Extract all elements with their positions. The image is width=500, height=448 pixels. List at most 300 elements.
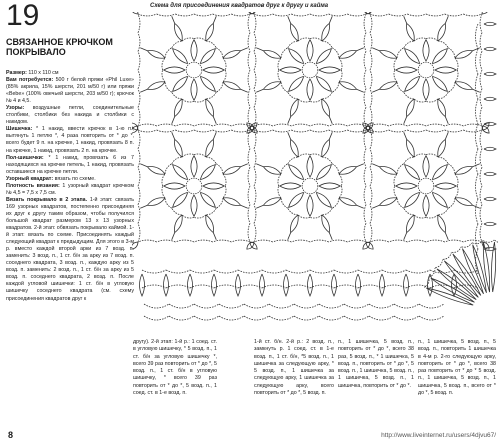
text-column-2-body: 1-й ст. б/н. 2-й р.: 2 возд. п., замкнуть р. 1 соед. ст. в 1-е возд. п., 1 ст. б/н, *5 возд. п., 1 шишечка за следующую арку, * 5 возд. п., 1 шишечка за следующую арку, 1 шишечка за следующую арку, всего повторить от * до *, 5 возд. п.: [254, 339, 334, 397]
petal: [432, 76, 447, 91]
chain-arc: [190, 270, 214, 273]
chain-arc: [463, 130, 482, 132]
petal: [174, 139, 182, 157]
spoke: [288, 132, 291, 139]
petal: [428, 274, 433, 296]
chain-arc: [291, 14, 310, 16]
chain-arc: [364, 89, 366, 108]
chain-arc: [476, 224, 479, 249]
spoke: [213, 132, 216, 139]
petal: [191, 195, 197, 216]
density-value: 1 узорный квадрат крючком № 4,5 = 7,5 х 7,5 см.: [6, 182, 134, 196]
chain-arc: [419, 316, 444, 320]
petal: [132, 242, 138, 249]
patterns-label: Узоры:: [6, 105, 25, 112]
chain-arc: [455, 186, 458, 198]
chain-arc: [369, 316, 394, 320]
petal: [379, 166, 397, 174]
chain-arc: [334, 285, 358, 288]
spoke: [172, 132, 175, 139]
chain-arc: [206, 208, 216, 215]
chain-arc: [138, 51, 140, 70]
chain-arc: [480, 70, 482, 89]
chain-arc: [138, 223, 140, 242]
petal: [164, 67, 185, 73]
spoke: [329, 117, 332, 124]
chain-arc: [334, 270, 358, 273]
chain-arc: [262, 285, 286, 288]
spoke: [140, 89, 147, 92]
chain-arc: [213, 124, 232, 126]
petal: [188, 274, 193, 296]
chain-arc: [162, 58, 165, 70]
materials-label: Вам потребуется:: [6, 77, 54, 84]
petal: [484, 172, 496, 176]
chain-arc: [414, 154, 426, 157]
half-shell-value: * 1 накид, провязать 6 из 7 находящихся на крючке петель, 1 накид, провязать оставшиеся на крючке петли.: [6, 154, 134, 175]
petal: [307, 195, 313, 216]
chain-arc: [291, 240, 310, 242]
chain-arc: [476, 199, 479, 224]
spoke: [329, 132, 332, 139]
spoke: [172, 233, 175, 240]
petal: [173, 49, 188, 64]
petal: [379, 82, 397, 90]
chain-arc: [435, 260, 442, 268]
density-label: Плотность вязания:: [6, 182, 60, 189]
petal: [406, 23, 414, 41]
spoke: [241, 205, 248, 208]
chain-arc: [278, 174, 281, 186]
chain-arc: [248, 33, 250, 52]
spoke: [213, 233, 216, 240]
chain-arc: [310, 99, 322, 102]
petal: [206, 215, 214, 233]
petal: [379, 50, 397, 58]
petal: [484, 22, 496, 26]
petal: [173, 192, 188, 207]
text-column-4-body: п., 1 шишечка, 5 возд. п., 5 возд. п., повторить 1 шишечка в 4-м р. 2-го следующую арку, повторить от * до *, всего 38 раз повторить от * до * 5 возд. п., 1 шишечка, 5 возд. п., 1 шишечка, 5 возд. п., всего от * до *, 5 возд. п.: [418, 339, 496, 397]
petal: [236, 274, 241, 296]
petal: [484, 97, 496, 101]
chain-arc: [298, 154, 310, 157]
chain-arc: [244, 304, 269, 308]
chain-arc: [322, 157, 332, 164]
chain-arc: [248, 149, 250, 168]
petal: [280, 67, 301, 73]
petal: [455, 82, 473, 90]
chain-arc: [445, 240, 464, 242]
petal: [147, 50, 165, 58]
chain-arc: [269, 304, 294, 308]
chain-arc: [319, 316, 344, 320]
chain-arc: [254, 14, 256, 33]
chain-arc: [248, 14, 250, 33]
chain-arc: [194, 38, 206, 41]
chain-arc: [281, 198, 288, 208]
petal: [438, 139, 446, 157]
petal: [263, 50, 281, 58]
chain-arc: [194, 99, 206, 102]
chain-arc: [332, 164, 339, 174]
chain-arc: [370, 14, 389, 16]
chain-arc: [344, 304, 369, 308]
chain-arc: [165, 48, 172, 58]
chain-arc: [219, 304, 244, 308]
materials-value: 500 г белой пряжи «Phil Luxe» (85% акрила, 15% шерсти, 201 м/50 г) или пряжи «Bebe» (100% овечьей шерсти, 203 м/50 г); крючок № 4 и 4,5.: [6, 77, 134, 105]
chain-arc: [389, 130, 408, 132]
petal: [263, 198, 281, 206]
center-ring: [186, 62, 202, 78]
petal: [484, 222, 496, 226]
chain-arc: [364, 14, 366, 33]
chain-arc: [397, 82, 404, 92]
chain-arc: [347, 240, 366, 242]
spoke: [329, 16, 332, 23]
chain-arc: [426, 130, 445, 132]
chain-arc: [165, 82, 172, 92]
chain-arc: [223, 58, 226, 70]
petal: [484, 72, 496, 76]
instructions-text: [6, 70, 134, 400]
petal: [316, 76, 331, 91]
chain-arc: [175, 130, 194, 132]
petal: [290, 139, 298, 157]
petal: [435, 67, 456, 73]
chain-arc: [332, 48, 339, 58]
chain-arc: [364, 186, 366, 205]
petal: [203, 67, 224, 73]
chain-arc: [281, 82, 288, 92]
petal: [200, 192, 215, 207]
chain-arc: [322, 208, 332, 215]
petal: [462, 249, 483, 294]
petal: [322, 139, 330, 157]
chain-arc: [219, 316, 244, 320]
chain-arc: [429, 268, 435, 277]
petal: [491, 242, 495, 292]
chain-arc: [389, 240, 408, 242]
execution-value: 1-й этап: связать 169 узорных квадратов, постепенно присоединяя их друг к другу таким образом, чтобы получился большой квадрат размером 13 х 13 узорных квадратов. 2-й этап: обвязать покрывало каймой. 1-й этап: вязать по схеме. Присоединять каждый следующий квадрат к предыдущим. Для этого в 3-м р. вместо каждой второй арки из 7 возд. п. заменить: 3 возд. п., 1 ст. б/н за арку из 7 возд. п. соседнего квадрата, 3 возд. п., каждую арку из 5 возд. п. заменить: 2 возд. п., 1 ст. б/н за арку из 5 возд. п. соседнего квадрата, 2 возд. п. После каждой угловой шишечки: 1 ст. б/н в угловую шишечку соседнего квадрата (см. схему присоединения квадратов друг к: [6, 196, 134, 302]
chain-arc: [358, 270, 382, 273]
chain-arc: [370, 167, 372, 186]
chain-arc: [472, 241, 483, 244]
spoke: [140, 48, 147, 51]
chain-arc: [182, 215, 194, 218]
square-value: вязать по схеме.: [53, 175, 96, 182]
petal: [432, 165, 447, 180]
chain-arc: [310, 240, 329, 242]
text-column-1: [133, 339, 217, 427]
chain-arc: [138, 107, 140, 126]
chain-arc: [370, 149, 372, 168]
chain-arc: [344, 316, 369, 320]
chain-arc: [370, 240, 389, 242]
petal: [405, 76, 420, 91]
chain-arc: [406, 270, 430, 273]
chain-arc: [138, 33, 140, 52]
chain-arc: [394, 186, 397, 198]
shell-label: Шишечка:: [6, 126, 33, 133]
size-label: Размер:: [6, 70, 27, 76]
chain-arc: [448, 48, 455, 58]
spoke: [213, 16, 216, 23]
pattern-title: СВЯЗАННОЕ КРЮЧКОМ ПОКРЫВАЛО: [6, 37, 113, 57]
chain-arc: [448, 82, 455, 92]
chain-arc: [369, 304, 394, 308]
center-ring: [302, 62, 318, 78]
spoke: [372, 205, 379, 208]
chain-arc: [476, 24, 479, 49]
petal: [438, 99, 446, 117]
chain-arc: [248, 205, 250, 224]
chain-arc: [332, 198, 339, 208]
chain-arc: [194, 14, 213, 16]
chain-arc: [291, 124, 310, 126]
chain-arc: [172, 41, 182, 48]
chain-arc: [281, 48, 288, 58]
chain-arc: [144, 304, 169, 308]
petal: [308, 274, 313, 296]
chain-arc: [172, 92, 182, 99]
chain-arc: [370, 89, 372, 108]
petal: [164, 274, 169, 296]
chain-arc: [443, 253, 451, 260]
chain-arc: [480, 223, 482, 242]
petal: [164, 183, 185, 189]
petal: [212, 274, 217, 296]
petal: [432, 49, 447, 64]
chain-arc: [175, 14, 194, 16]
chain-arc: [254, 33, 256, 52]
chain-arc: [298, 215, 310, 218]
chain-arc: [216, 48, 223, 58]
chain-arc: [144, 316, 169, 320]
chain-arc: [138, 14, 157, 16]
petal: [290, 99, 298, 117]
petal: [206, 99, 214, 117]
text-column-3-body: п., 1 шишечка, 5 возд. п., повторить от * до *, всего 38 раз, 5 возд. п., * 1 шишечка, 5 возд. п., повторить от * до *, 5 возд. п., 1 шишечка, 5 возд. п., 1 шишечка, 5 возд. п., 1 шишечка, повторить от * до *.: [338, 339, 414, 389]
chain-arc: [394, 174, 397, 186]
spoke: [256, 205, 263, 208]
chain-arc: [339, 174, 342, 186]
chain-arc: [254, 167, 256, 186]
chain-arc: [463, 240, 482, 242]
chain-arc: [463, 14, 482, 16]
chain-arc: [273, 124, 292, 126]
chain-arc: [278, 70, 281, 82]
chain-arc: [310, 154, 322, 157]
chain-arc: [182, 38, 194, 41]
crochet-chart-diagram: [132, 12, 498, 342]
petal: [404, 274, 409, 296]
chain-arc: [438, 157, 448, 164]
chain-arc: [138, 14, 140, 33]
center-ring: [302, 178, 318, 194]
chain-arc: [231, 14, 250, 16]
chain-arc: [223, 174, 226, 186]
chain-arc: [244, 316, 269, 320]
chain-arc: [214, 270, 238, 273]
petal: [405, 49, 420, 64]
chain-arc: [310, 124, 329, 126]
chain-arc: [291, 130, 310, 132]
petal: [432, 192, 447, 207]
chain-arc: [480, 149, 482, 168]
chain-arc: [248, 167, 250, 186]
chain-arc: [370, 14, 372, 33]
chain-arc: [216, 82, 223, 92]
petal: [316, 49, 331, 64]
chain-arc: [172, 157, 182, 164]
petal: [206, 23, 214, 41]
petal: [484, 147, 496, 151]
chain-arc: [394, 316, 419, 320]
chain-arc: [298, 38, 310, 41]
petal: [191, 40, 197, 61]
petal: [203, 183, 224, 189]
petal: [206, 139, 214, 157]
chain-arc: [452, 247, 461, 252]
chain-arc: [394, 58, 397, 70]
chain-arc: [206, 157, 216, 164]
chain-arc: [438, 208, 448, 215]
chain-arc: [231, 240, 250, 242]
chain-arc: [404, 208, 414, 215]
square-label: Узорный квадрат:: [6, 175, 54, 182]
chain-arc: [389, 124, 408, 126]
spoke: [404, 16, 407, 23]
half-shell-label: Пол-шишечки:: [6, 154, 44, 161]
chain-arc: [138, 70, 140, 89]
chain-arc: [286, 285, 310, 288]
chain-arc: [165, 164, 172, 174]
chain-arc: [294, 304, 319, 308]
chain-arc: [329, 124, 348, 126]
spoke: [172, 117, 175, 124]
chain-arc: [426, 38, 438, 41]
petal: [307, 79, 313, 100]
chain-arc: [182, 99, 194, 102]
petal: [284, 274, 289, 296]
petal: [431, 278, 475, 302]
chain-arc: [138, 130, 140, 149]
chain-arc: [254, 186, 256, 205]
petal: [438, 23, 446, 41]
petal: [289, 49, 304, 64]
chain-arc: [407, 240, 426, 242]
chain-arc: [294, 316, 319, 320]
spoke: [140, 164, 147, 167]
chain-arc: [162, 70, 165, 82]
chain-arc: [288, 208, 298, 215]
chain-arc: [138, 89, 140, 108]
chain-arc: [332, 82, 339, 92]
chain-arc: [166, 270, 190, 273]
shell-value: * 1 накид, ввести крючок в 1-ю п., вытянуть 1 петлю *, 4 раза повторить от * до *, всего будет 9 п. на крючке, 1 накид, провязать 8 п. на крючке, 1 накид, провязать 2 п. на крючке.: [6, 126, 134, 154]
chain-arc: [162, 174, 165, 186]
chain-arc: [288, 41, 298, 48]
chain-arc: [310, 285, 334, 288]
spoke: [445, 16, 448, 23]
spoke: [241, 164, 248, 167]
petal: [406, 139, 414, 157]
chain-arc: [254, 205, 256, 224]
petal: [223, 166, 241, 174]
chain-arc: [190, 285, 214, 288]
petal: [319, 183, 340, 189]
chain-arc: [339, 70, 342, 82]
chain-arc: [358, 285, 382, 288]
chain-arc: [216, 198, 223, 208]
chain-arc: [480, 51, 482, 70]
petal: [140, 274, 145, 296]
chain-arc: [206, 92, 216, 99]
petal: [223, 82, 241, 90]
chain-arc: [286, 270, 310, 273]
petal: [289, 165, 304, 180]
petal: [147, 82, 165, 90]
chain-arc: [364, 51, 366, 70]
chain-arc: [206, 41, 216, 48]
petal: [200, 49, 215, 64]
petal: [191, 79, 197, 100]
chain-arc: [254, 223, 256, 242]
chain-arc: [157, 124, 176, 126]
chain-arc: [364, 70, 366, 89]
petal: [356, 274, 361, 296]
spoke: [288, 233, 291, 240]
chain-arc: [445, 124, 464, 126]
spoke: [372, 164, 379, 167]
chain-arc: [175, 124, 194, 126]
petal: [406, 215, 414, 233]
petal: [438, 215, 446, 233]
chain-arc: [364, 149, 366, 168]
petal: [482, 12, 489, 14]
chain-arc: [322, 41, 332, 48]
petal: [173, 165, 188, 180]
chain-arc: [213, 240, 232, 242]
size-value: 110 х 110 см: [26, 70, 59, 76]
chain-arc: [223, 186, 226, 198]
chain-arc: [382, 270, 406, 273]
chain-arc: [480, 130, 482, 149]
chain-arc: [364, 223, 366, 242]
chain-arc: [476, 174, 479, 199]
petal: [289, 76, 304, 91]
chain-arc: [419, 304, 444, 308]
petal: [332, 274, 337, 296]
petal: [307, 40, 313, 61]
chain-arc: [426, 124, 445, 126]
chain-arc: [214, 285, 238, 288]
chain-arc: [480, 89, 482, 108]
chain-arc: [480, 33, 482, 52]
chain-arc: [370, 205, 372, 224]
patterns-value: воздушные петли, соединительные столбики, столбики без накида и столбики с накидом.: [6, 105, 134, 126]
petal: [147, 166, 165, 174]
petal: [307, 156, 313, 177]
chain-arc: [455, 70, 458, 82]
chain-arc: [138, 186, 140, 205]
chain-arc: [216, 164, 223, 174]
chain-arc: [445, 14, 464, 16]
chain-arc: [273, 130, 292, 132]
petal: [174, 23, 182, 41]
petal: [396, 183, 417, 189]
chain-arc: [476, 99, 479, 124]
